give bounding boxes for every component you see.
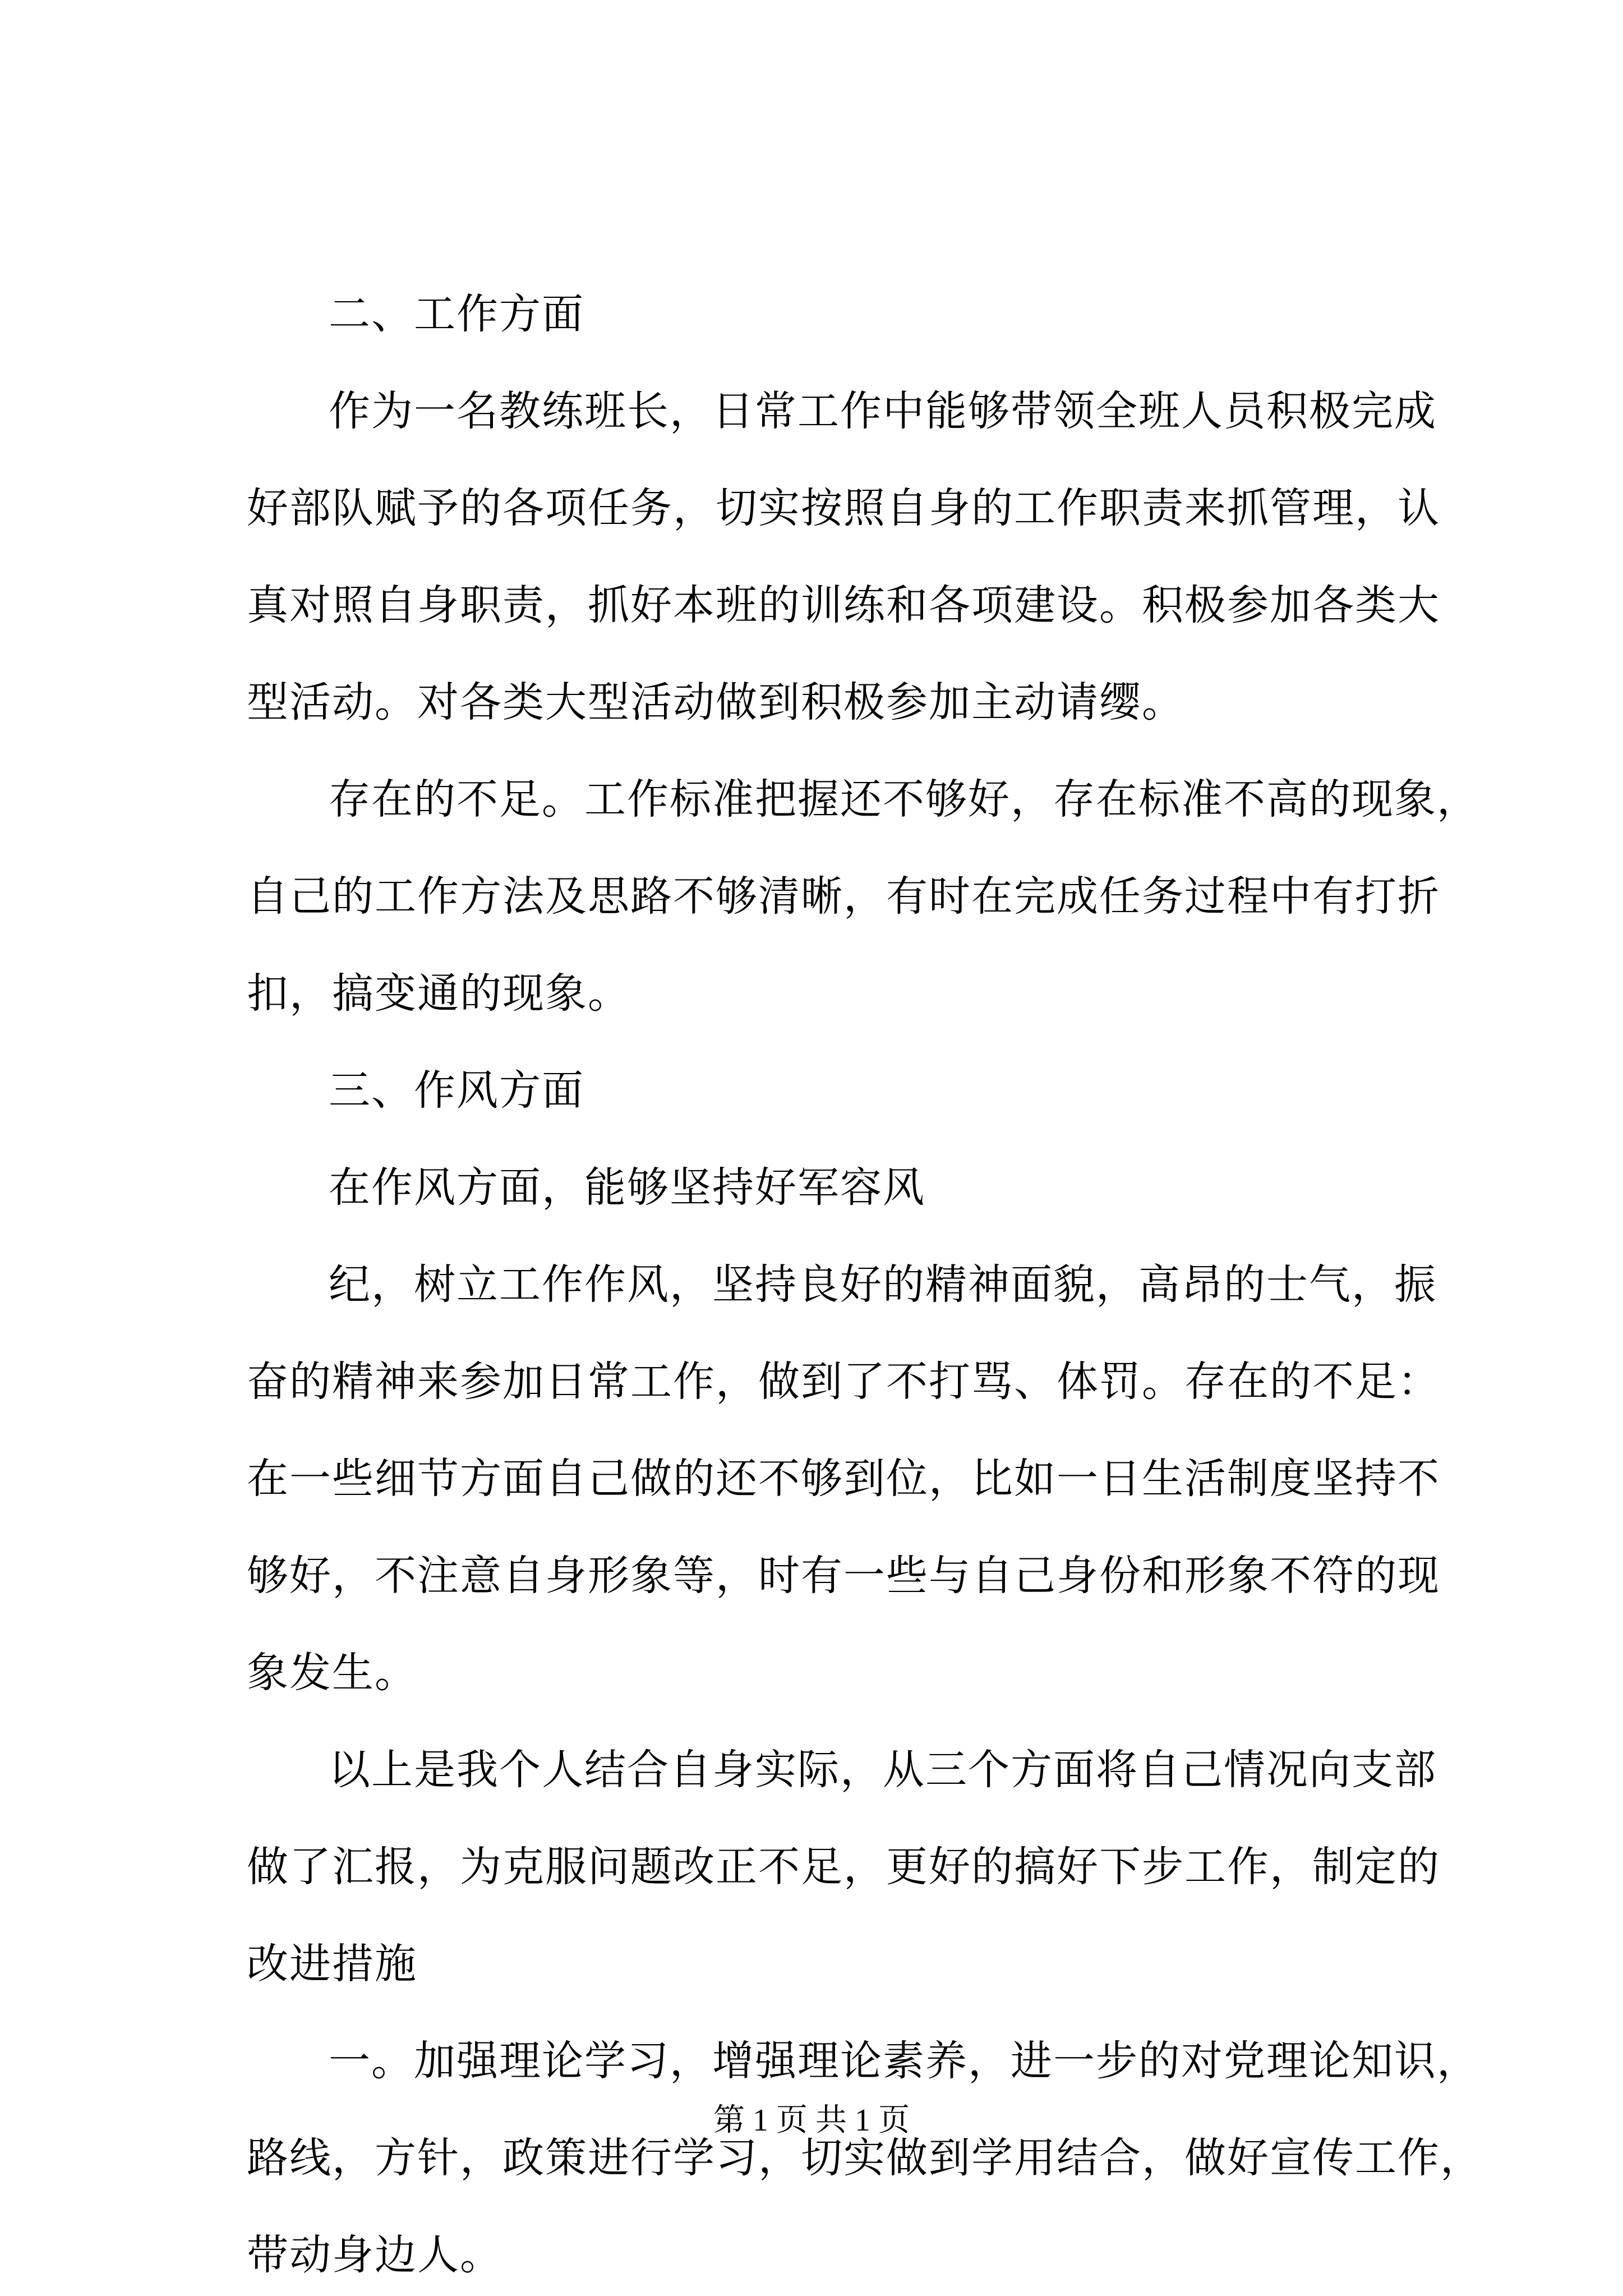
paragraph-line: 好部队赋予的各项任务，切实按照自身的工作职责来抓管理，认: [247, 484, 1440, 532]
paragraph-line: 带动身边人。: [247, 2231, 502, 2279]
section-heading-style: 三、作风方面: [329, 1066, 584, 1115]
paragraph-line: 以上是我个人结合自身实际，从三个方面将自己情况向支部: [329, 1746, 1437, 1794]
paragraph-line: 做了汇报，为克服问题改正不足，更好的搞好下步工作，制定的: [247, 1843, 1440, 1891]
section-heading-work: 二、工作方面: [329, 290, 584, 338]
paragraph-line: 在作风方面，能够坚持好军容风: [329, 1163, 925, 1212]
paragraph-line: 扣，搞变通的现象。: [247, 969, 630, 1018]
page-number-footer: 第 1 页 共 1 页: [713, 2103, 910, 2138]
paragraph-line: 象发生。: [247, 1649, 417, 1697]
paragraph-line: 够好，不注意自身形象等，时有一些与自己身份和形象不符的现: [247, 1552, 1440, 1600]
paragraph-line: 作为一名教练班长，日常工作中能够带领全班人员积极完成: [329, 387, 1437, 435]
paragraph-line: 改进措施: [247, 1940, 417, 1988]
paragraph-line: 型活动。对各类大型活动做到积极参加主动请缨。: [247, 678, 1184, 726]
paragraph-line: 奋的精神来参加日常工作，做到了不打骂、体罚。存在的不足：: [247, 1358, 1440, 1406]
paragraph-line: 纪，树立工作作风，坚持良好的精神面貌，高昂的士气，振: [329, 1260, 1437, 1309]
paragraph-line: 存在的不足。工作标准把握还不够好，存在标准不高的现象，: [329, 775, 1479, 823]
paragraph-line: 一。加强理论学习，增强理论素养，进一步的对党理论知识，: [329, 2037, 1479, 2085]
paragraph-line: 自己的工作方法及思路不够清晰，有时在完成任务过程中有打折: [247, 872, 1440, 921]
paragraph-line: 真对照自身职责，抓好本班的训练和各项建设。积极参加各类大: [247, 581, 1440, 629]
paragraph-line: 在一些细节方面自己做的还不够到位，比如一日生活制度坚持不: [247, 1455, 1440, 1503]
paragraph-line: 路线，方针，政策进行学习，切实做到学用结合，做好宣传工作，: [247, 2134, 1483, 2182]
